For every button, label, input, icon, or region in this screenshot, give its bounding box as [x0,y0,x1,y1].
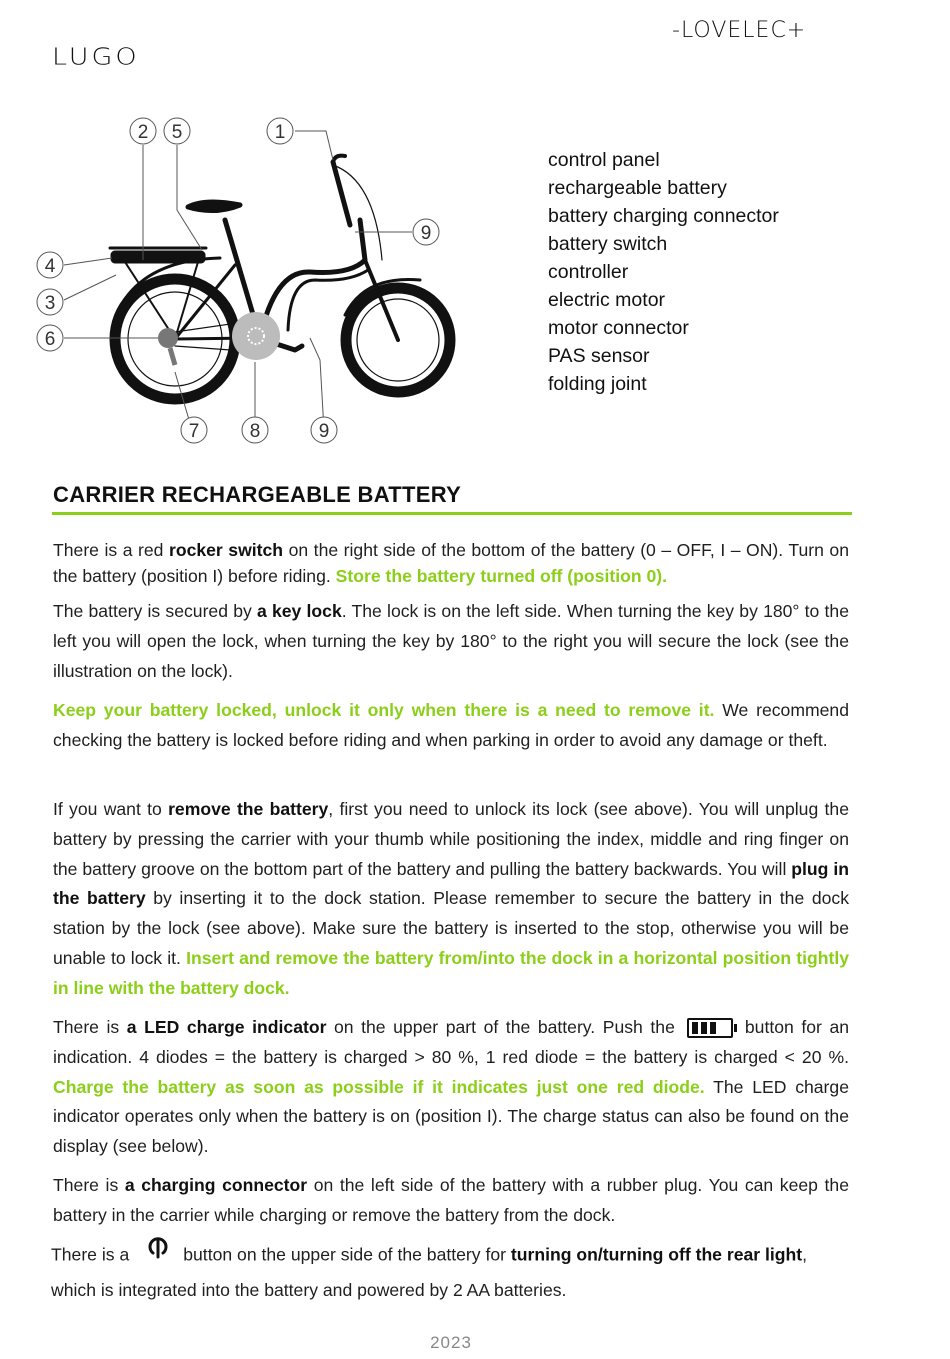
list-item: battery charging connector [548,205,779,227]
text: We recommend checking the battery is locked before riding and when parking in order to avoid any damage or theft. [53,700,849,750]
paragraph-rocker-switch [53,537,849,589]
callout-8: 8 [249,421,261,442]
list-item: electric motor [548,289,666,311]
text: on the left side of the battery with a rubber plug. You can keep the battery in the carrier while charging or remove the battery from the dock. [53,1175,849,1225]
callout-4: 4 [44,256,56,277]
text: There is a red [53,540,169,560]
callout-6: 6 [44,329,56,350]
list-item: control panel [548,149,660,171]
text: , first you need to unlock its lock (see above). You will unplug the battery by pressing the carrier with your thumb while positioning the index, middle and ring finger on the battery groove on the bottom part of the battery and pulling the battery backwards. You will [53,799,849,879]
text: , which is integrated into the battery and powered by 2 AA batteries. [51,1244,808,1300]
paragraph-remove-battery [53,795,849,1004]
text: button on the upper side of the battery for [183,1244,511,1265]
brand-logo-lugo: LUGO [52,44,140,71]
highlight: Insert and remove the battery from/into the dock in a horizontal position tightly in line with the battery dock. [53,947,850,998]
text: There is a [51,1244,130,1265]
emphasis: remove the battery [168,799,329,819]
list-item: battery switch [548,233,668,255]
paragraph-charging-connector [53,1171,849,1231]
paragraph-led-indicator [53,1013,849,1162]
title-divider [52,512,852,515]
text: There is [53,1175,125,1195]
bike-diagram [30,110,490,450]
callout-7: 7 [188,421,200,442]
paragraph-key-lock [53,597,849,686]
emphasis: plug in the battery [53,858,849,909]
highlight: Store the battery turned off (position 0). [335,566,667,586]
brand-logo-lovelec: -LOVELEC+ [672,18,807,43]
parts-list [548,146,779,398]
callout-9-lower: 9 [318,421,330,442]
callout-5: 5 [171,122,183,143]
paragraph-keep-locked [53,696,849,756]
text: on the right side of the bottom of the battery (0 – OFF, I – ON). Turn on the battery (position I) before riding. [53,540,849,586]
callout-3: 3 [44,293,56,314]
text: The battery is secured by [53,601,257,621]
emphasis: a LED charge indicator [126,1017,327,1037]
list-item: PAS sensor [548,345,650,367]
callout-9-upper: 9 [420,223,432,244]
emphasis: a charging connector [124,1175,308,1195]
paragraph-rear-light [51,1236,847,1306]
text: on the upper part of the battery. Push the [326,1017,675,1037]
text: There is [53,1017,127,1037]
list-item: folding joint [548,373,647,395]
footer-year: 2023 [430,1333,472,1352]
text: button for an indication. 4 diodes = the battery is charged > 80 %, 1 red diode = the battery is charged < 20 %. [53,1017,850,1067]
section-title: CARRIER RECHARGEABLE BATTERY [53,482,462,507]
list-item: rechargeable battery [548,177,727,199]
text: If you want to [53,799,169,819]
callout-2: 2 [137,122,149,143]
text: by inserting it to the dock station. Please remember to secure the battery in the dock station by the lock (see above). Make sure the battery is inserted to the stop, otherwise you will be unable to lock it. [53,888,850,968]
text: . The lock is on the left side. When turning the key by 180° to the left you will open the lock, when turning the key by 180° to the right you will secure the lock (see the illustration on the lock). [53,601,849,681]
emphasis: rocker switch [168,540,284,560]
battery-level-icon [687,1018,733,1038]
list-item: controller [548,261,629,283]
emphasis: turning on/turning off the rear light [510,1244,803,1265]
highlight: Keep your battery locked, unlock it only when there is a need to remove it. [53,700,715,720]
emphasis: a key lock [257,601,342,621]
list-item: motor connector [548,317,689,339]
highlight: Charge the battery as soon as possible if it indicates just one red diode. [53,1076,705,1097]
text: The LED charge indicator operates only when the battery is on (position I). The charge status can also be found on the display (see below). [53,1076,849,1157]
callout-1: 1 [274,122,286,143]
power-icon [147,1236,169,1272]
